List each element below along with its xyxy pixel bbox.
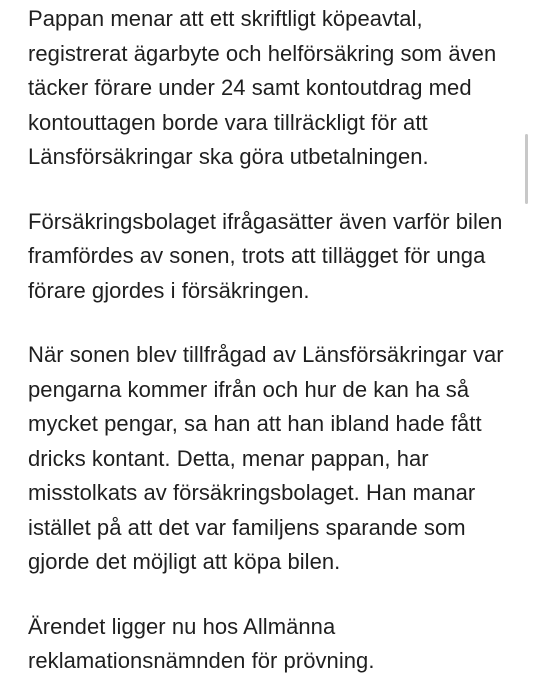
- article-paragraph-1: Pappan menar att ett skriftligt köpeavtal, registrerat ägarbyte och helförsäkring som även täcker förare under 24 samt kontoutdrag med kontouttagen borde vara tillräckligt för att Länsförsäkringar ska göra utbetalningen.: [28, 6, 497, 169]
- article-paragraph-4: Ärendet ligger nu hos Allmänna reklamationsnämnden för prövning.: [28, 613, 375, 673]
- article-body: [28, 0, 520, 679]
- article-paragraph-2: Försäkringsbolaget ifrågasätter även varför bilen framfördes av sonen, trots att tillägget för unga förare gjordes i försäkringen.: [28, 208, 503, 303]
- article-paragraph-3: När sonen blev tillfrågad av Länsförsäkringar var pengarna kommer ifrån och hur de kan ha så mycket pengar, sa han att han ibland hade fått dricks kontant. Detta, menar pappan, har misstolkats av försäkringsbolaget. Han manar istället på att det var familjens sparande som gjorde det möjligt att köpa bilen.: [28, 342, 504, 574]
- scrollbar-thumb[interactable]: [525, 134, 528, 204]
